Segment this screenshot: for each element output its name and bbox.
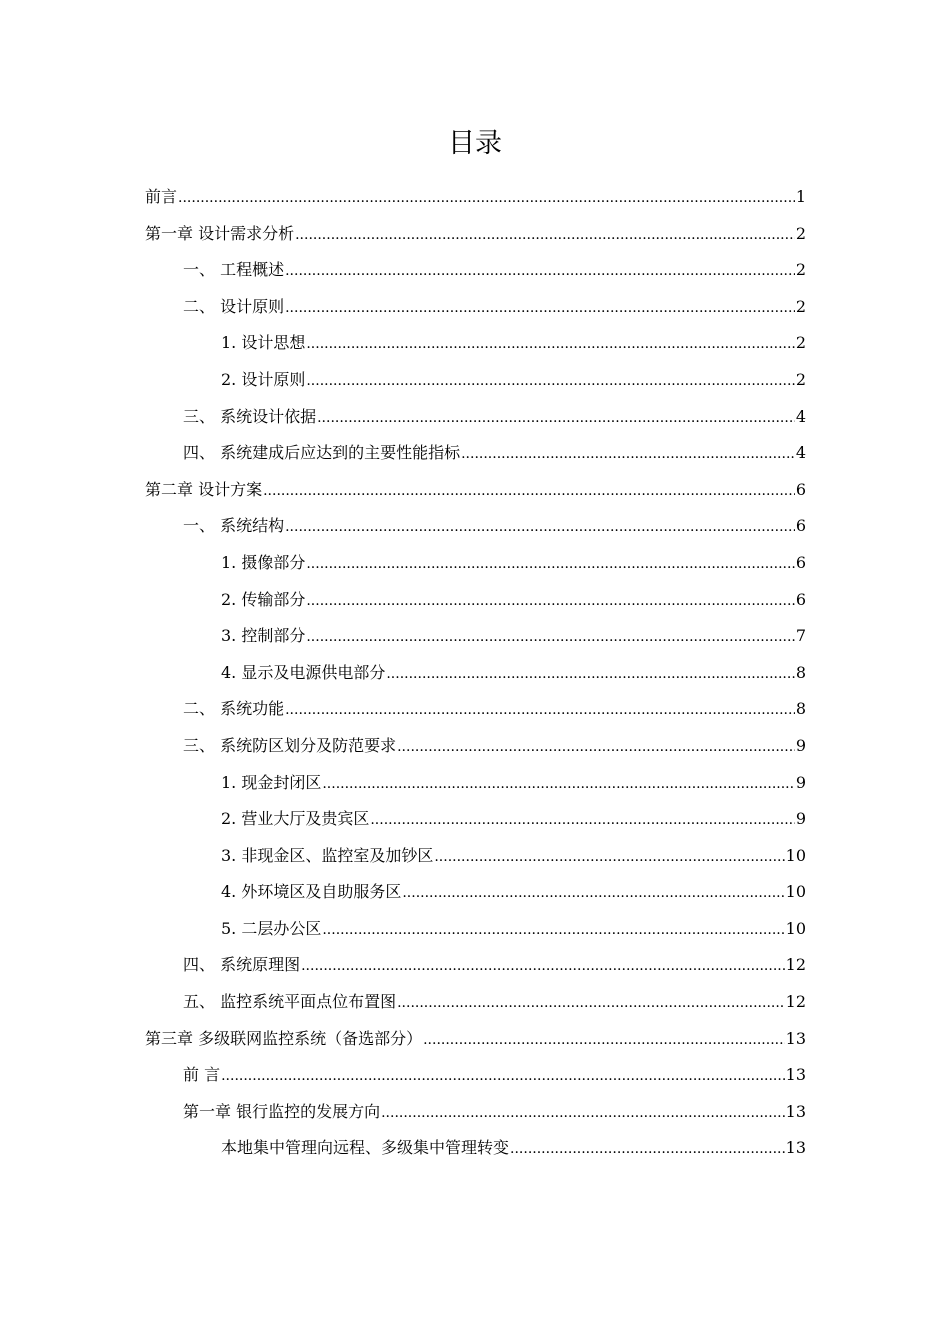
toc-leader xyxy=(263,473,795,510)
toc-page-number: 10 xyxy=(785,918,806,938)
toc-leader xyxy=(423,1022,785,1059)
toc-entry-text: 二、 系统功能 xyxy=(183,699,285,719)
toc-entry[interactable] xyxy=(145,874,806,911)
toc-entry-text: 二、 设计原则 xyxy=(183,296,285,316)
toc-page-number: 8 xyxy=(795,699,806,719)
toc-entry-text: 四、 系统建成后应达到的主要性能指标 xyxy=(183,443,461,463)
toc-page-number: 13 xyxy=(785,1065,806,1085)
toc-entry-text: 一、 系统结构 xyxy=(183,516,285,536)
toc-page-number: 6 xyxy=(795,516,806,536)
toc-entry[interactable] xyxy=(145,691,806,728)
toc-page-number: 2 xyxy=(795,333,806,353)
toc-page-number: 2 xyxy=(795,223,806,243)
toc-entry[interactable] xyxy=(145,984,806,1021)
toc-entry[interactable] xyxy=(145,362,806,399)
toc-entry[interactable] xyxy=(145,545,806,582)
toc-entry-text: 2. 设计原则 xyxy=(221,369,306,389)
toc-entry[interactable] xyxy=(145,435,806,472)
toc-entry-text: 2. 传输部分 xyxy=(221,589,306,609)
toc-leader xyxy=(322,766,794,803)
toc-entry[interactable] xyxy=(145,582,806,619)
toc-leader xyxy=(381,1095,785,1132)
toc-entry[interactable] xyxy=(145,216,806,253)
toc-page-number: 2 xyxy=(795,296,806,316)
toc-page-number: 2 xyxy=(795,260,806,280)
toc-entry-text: 1. 设计思想 xyxy=(221,333,306,353)
toc-leader xyxy=(178,180,795,217)
toc-page-number: 1 xyxy=(795,187,806,206)
toc-entry-text: 三、 系统防区划分及防范要求 xyxy=(183,735,397,755)
toc-entry[interactable] xyxy=(145,508,806,545)
toc-entry-text: 4. 外环境区及自助服务区 xyxy=(221,882,402,902)
toc-entry[interactable] xyxy=(145,1094,806,1131)
toc-page-number: 9 xyxy=(795,735,806,755)
toc-entry[interactable] xyxy=(145,838,806,875)
toc-entry-text: 2. 营业大厅及贵宾区 xyxy=(221,809,370,829)
toc-page-number: 9 xyxy=(795,772,806,792)
toc-entry-text: 1. 摄像部分 xyxy=(221,552,306,572)
toc-leader xyxy=(510,1131,785,1168)
toc-page-number: 13 xyxy=(785,1138,806,1158)
toc-entry[interactable] xyxy=(145,289,806,326)
toc-leader xyxy=(397,985,785,1022)
toc-entry[interactable] xyxy=(145,728,806,765)
table-of-contents xyxy=(145,179,806,1167)
toc-page-number: 4 xyxy=(795,443,806,463)
toc-leader xyxy=(434,839,784,876)
toc-entry[interactable] xyxy=(145,472,806,509)
toc-leader xyxy=(306,619,794,656)
toc-leader xyxy=(285,290,795,327)
toc-leader xyxy=(285,253,795,290)
toc-leader xyxy=(306,363,794,400)
toc-leader xyxy=(461,436,795,473)
toc-entry[interactable] xyxy=(145,399,806,436)
toc-leader xyxy=(295,217,795,254)
toc-entry[interactable] xyxy=(145,655,806,692)
toc-entry-text: 第二章 设计方案 xyxy=(145,479,263,499)
toc-page-number: 6 xyxy=(795,479,806,499)
toc-page-number: 4 xyxy=(795,406,806,426)
toc-entry[interactable] xyxy=(145,911,806,948)
toc-leader xyxy=(306,326,794,363)
toc-entry[interactable] xyxy=(145,1130,806,1167)
toc-entry-text: 3. 控制部分 xyxy=(221,626,306,646)
toc-leader xyxy=(397,729,795,766)
toc-leader xyxy=(386,656,794,693)
toc-page-number: 6 xyxy=(795,552,806,572)
toc-page-number: 9 xyxy=(795,809,806,829)
toc-entry-text: 前 言 xyxy=(183,1065,221,1085)
toc-entry[interactable] xyxy=(145,618,806,655)
toc-leader xyxy=(322,912,784,949)
toc-entry-text: 1. 现金封闭区 xyxy=(221,772,322,792)
toc-leader xyxy=(306,583,794,620)
toc-entry-text: 一、 工程概述 xyxy=(183,260,285,280)
toc-page-number: 6 xyxy=(795,589,806,609)
toc-leader xyxy=(285,509,795,546)
toc-leader xyxy=(285,692,795,729)
toc-entry[interactable] xyxy=(145,252,806,289)
toc-leader xyxy=(402,875,784,912)
toc-entry-text: 第一章 设计需求分析 xyxy=(145,223,295,243)
toc-page-number: 12 xyxy=(785,955,806,975)
toc-entry[interactable] xyxy=(145,801,806,838)
toc-page-number: 13 xyxy=(785,1028,806,1048)
toc-entry-text: 第三章 多级联网监控系统（备选部分） xyxy=(145,1028,423,1048)
toc-entry[interactable] xyxy=(145,947,806,984)
toc-entry-text: 第一章 银行监控的发展方向 xyxy=(183,1101,381,1121)
page-title: 目录 xyxy=(448,128,502,159)
toc-page-number: 13 xyxy=(785,1101,806,1121)
toc-page-number: 10 xyxy=(785,845,806,865)
toc-leader xyxy=(317,400,795,437)
toc-leader xyxy=(221,1058,785,1095)
toc-entry[interactable] xyxy=(145,179,806,216)
toc-entry-text: 本地集中管理向远程、多级集中管理转变 xyxy=(221,1138,510,1158)
toc-page-number: 8 xyxy=(795,662,806,682)
toc-leader xyxy=(306,546,794,583)
toc-page-number: 7 xyxy=(795,626,806,646)
toc-entry[interactable] xyxy=(145,325,806,362)
toc-entry-text: 5. 二层办公区 xyxy=(221,918,322,938)
toc-leader xyxy=(301,948,785,985)
toc-entry-text: 4. 显示及电源供电部分 xyxy=(221,662,386,682)
toc-entry-text: 五、 监控系统平面点位布置图 xyxy=(183,992,397,1012)
toc-entry[interactable] xyxy=(145,1021,806,1058)
toc-page-number: 2 xyxy=(795,369,806,389)
toc-entry-text: 三、 系统设计依据 xyxy=(183,406,317,426)
toc-entry-text: 四、 系统原理图 xyxy=(183,955,301,975)
toc-entry[interactable] xyxy=(145,765,806,802)
toc-leader xyxy=(370,802,794,839)
toc-entry[interactable] xyxy=(145,1057,806,1094)
toc-entry-text: 3. 非现金区、监控室及加钞区 xyxy=(221,845,434,865)
toc-entry-text: 前言 xyxy=(145,187,178,206)
toc-page-number: 10 xyxy=(785,882,806,902)
toc-page-number: 12 xyxy=(785,992,806,1012)
